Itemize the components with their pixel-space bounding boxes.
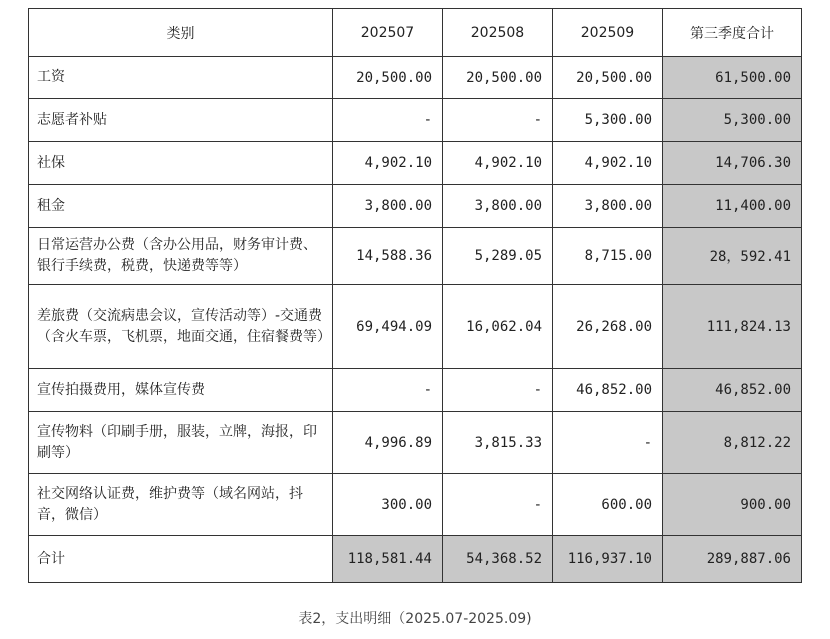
table-row: [29, 99, 802, 142]
header-202507: 202507: [333, 9, 443, 57]
value-q3-total: 11,400.00: [663, 185, 802, 228]
total-202508: 54,368.52: [443, 536, 553, 583]
category-cell: 差旅费（交流病患会议，宣传活动等）-交通费（含火车票，飞机票，地面交通，住宿餐费等）: [29, 285, 333, 369]
value-q3-total: 14,706.30: [663, 142, 802, 185]
value-202507: -: [333, 99, 443, 142]
expense-detail-table: [28, 8, 802, 583]
value-202508: 4,902.10: [443, 142, 553, 185]
table-row: [29, 412, 802, 474]
grand-total: 289,887.06: [663, 536, 802, 583]
category-cell: 宣传拍摄费用，媒体宣传费: [29, 369, 333, 412]
category-cell: 日常运营办公费（含办公用品，财务审计费、银行手续费，税费，快递费等等）: [29, 228, 333, 285]
table-row: [29, 228, 802, 285]
value-202509: 600.00: [553, 474, 663, 536]
value-q3-total: 5,300.00: [663, 99, 802, 142]
table-caption: 表2，支出明细（2025.07-2025.09): [298, 611, 532, 627]
value-202508: 16,062.04: [443, 285, 553, 369]
table-row: [29, 369, 802, 412]
value-202509: 26,268.00: [553, 285, 663, 369]
value-202509: 3,800.00: [553, 185, 663, 228]
value-202509: 46,852.00: [553, 369, 663, 412]
category-cell: 社交网络认证费，维护费等（域名网站，抖音，微信）: [29, 474, 333, 536]
category-cell: 志愿者补贴: [29, 99, 333, 142]
header-202509: 202509: [553, 9, 663, 57]
value-q3-total: 46,852.00: [663, 369, 802, 412]
total-202507: 118,581.44: [333, 536, 443, 583]
value-202507: 4,996.89: [333, 412, 443, 474]
header-q3-total: 第三季度合计: [663, 9, 802, 57]
table-row: [29, 285, 802, 369]
value-202507: 20,500.00: [333, 57, 443, 99]
value-202509: 5,300.00: [553, 99, 663, 142]
value-202507: 14,588.36: [333, 228, 443, 285]
table-row: [29, 142, 802, 185]
value-202507: -: [333, 369, 443, 412]
value-202507: 3,800.00: [333, 185, 443, 228]
value-q3-total: 28，592.41: [663, 228, 802, 285]
value-202508: 20,500.00: [443, 57, 553, 99]
total-row: [29, 536, 802, 583]
total-202509: 116,937.10: [553, 536, 663, 583]
value-202509: 4,902.10: [553, 142, 663, 185]
category-cell: 租金: [29, 185, 333, 228]
value-202507: 300.00: [333, 474, 443, 536]
value-202507: 69,494.09: [333, 285, 443, 369]
value-q3-total: 61,500.00: [663, 57, 802, 99]
table-row: [29, 474, 802, 536]
header-category: 类别: [29, 9, 333, 57]
table-header-row: [29, 9, 802, 57]
value-202507: 4,902.10: [333, 142, 443, 185]
header-202508: 202508: [443, 9, 553, 57]
category-cell: 社保: [29, 142, 333, 185]
value-202509: 20,500.00: [553, 57, 663, 99]
value-q3-total: 8,812.22: [663, 412, 802, 474]
value-q3-total: 111,824.13: [663, 285, 802, 369]
value-202508: -: [443, 99, 553, 142]
total-label: 合计: [29, 536, 333, 583]
value-202508: 3,815.33: [443, 412, 553, 474]
category-cell: 宣传物料（印刷手册，服装，立牌，海报，印刷等）: [29, 412, 333, 474]
value-202508: -: [443, 369, 553, 412]
value-202509: -: [553, 412, 663, 474]
value-202508: 3,800.00: [443, 185, 553, 228]
table-row: [29, 185, 802, 228]
value-202508: -: [443, 474, 553, 536]
category-cell: 工资: [29, 57, 333, 99]
value-q3-total: 900.00: [663, 474, 802, 536]
value-202509: 8,715.00: [553, 228, 663, 285]
table-row: [29, 57, 802, 99]
value-202508: 5,289.05: [443, 228, 553, 285]
